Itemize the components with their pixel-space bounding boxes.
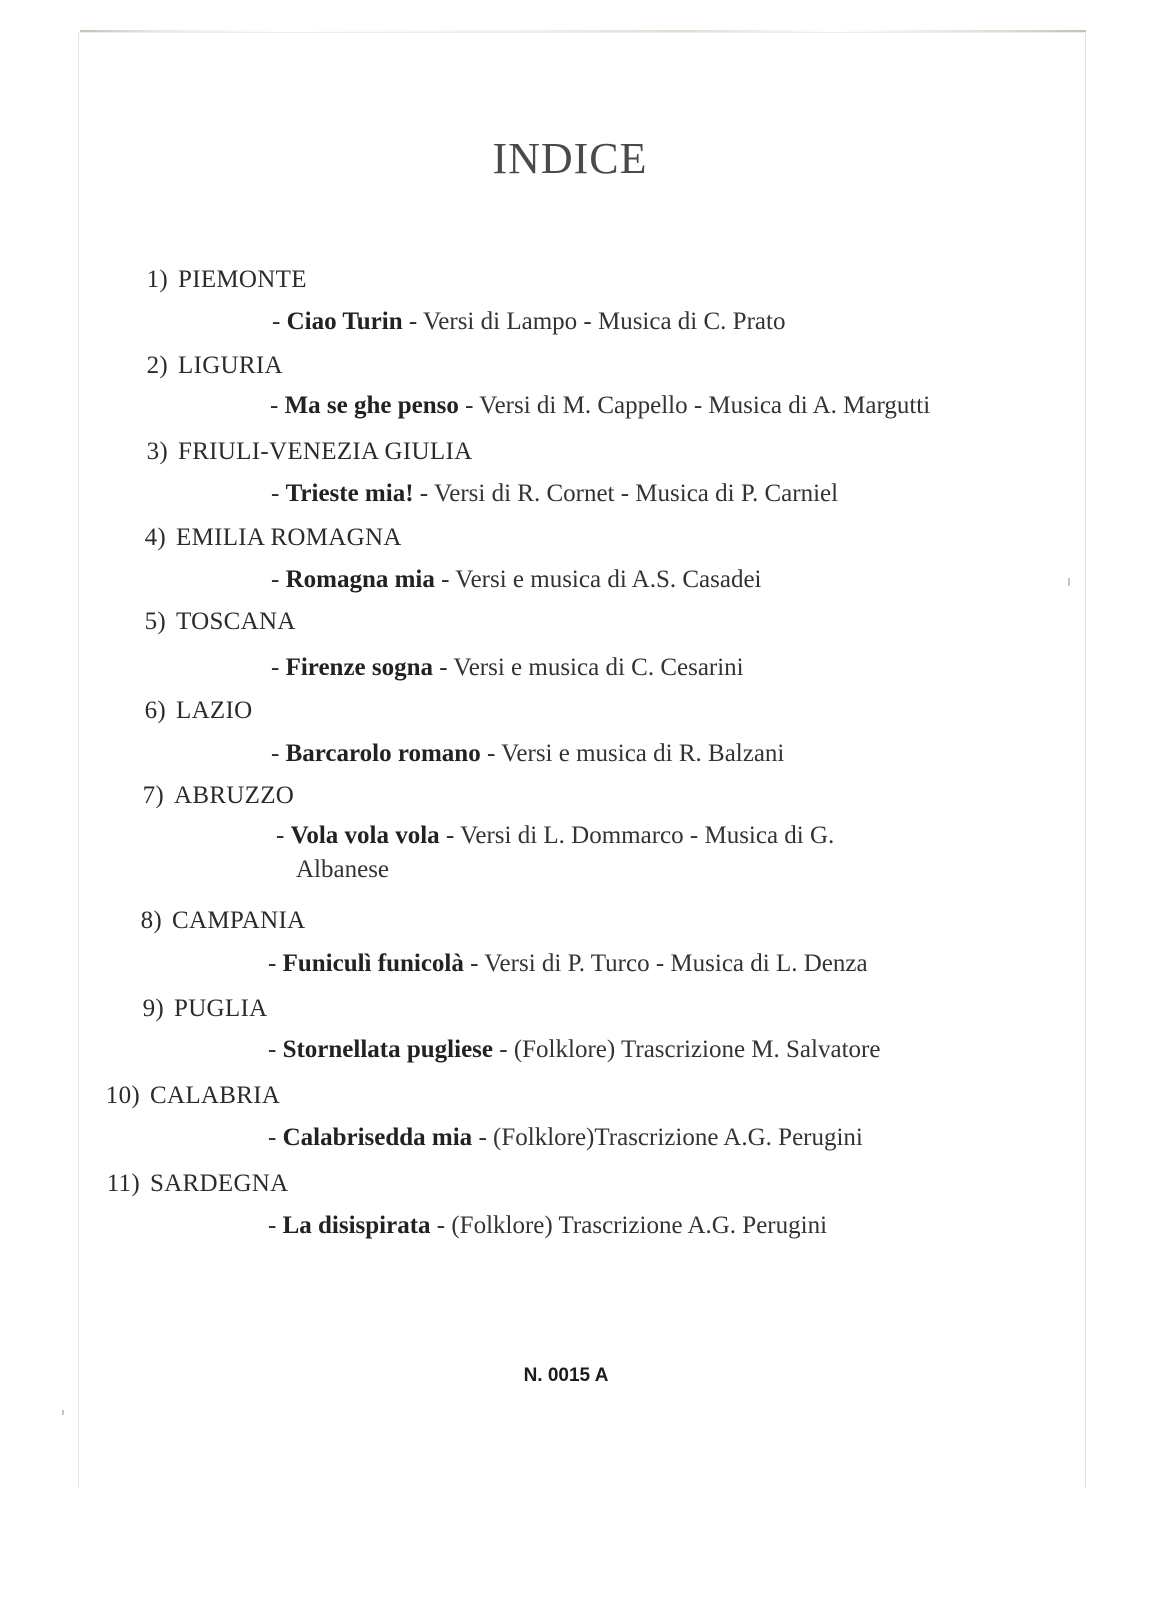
catalog-number: N. 0015 A	[523, 1365, 609, 1386]
song-credits: (Folklore)Trascrizione A.G. Perugini	[493, 1124, 863, 1151]
entry-number: 11)	[106, 1170, 140, 1197]
song-title: La disispirata	[282, 1212, 431, 1239]
song-title: Vola vola vola	[290, 822, 440, 849]
dash-separator: -	[271, 740, 280, 767]
scan-speck	[62, 1410, 64, 1415]
dash-separator: -	[436, 1212, 446, 1239]
song-line	[271, 654, 744, 682]
region-heading	[106, 995, 267, 1023]
region-heading	[108, 697, 252, 725]
region-heading	[82, 1170, 289, 1198]
entry-number: 7)	[142, 782, 164, 809]
dash-separator: -	[439, 654, 448, 681]
region-name: CAMPANIA	[172, 907, 306, 934]
dash-separator: -	[408, 308, 418, 335]
song-credits: Versi di M. Cappello - Musica di A. Margutti	[479, 392, 931, 419]
song-line	[271, 740, 784, 768]
dash-separator: -	[271, 566, 280, 593]
song-credits: Versi e musica di A.S. Casadei	[455, 566, 762, 593]
region-heading	[104, 907, 305, 935]
song-line	[268, 1124, 863, 1152]
dash-separator: -	[268, 1036, 277, 1063]
region-heading	[108, 608, 296, 636]
song-line	[270, 392, 930, 420]
song-credits-continuation: Albanese	[296, 856, 390, 883]
dash-separator: -	[271, 480, 280, 507]
region-name: LAZIO	[176, 697, 253, 724]
region-heading	[106, 782, 294, 810]
song-title: Firenze sogna	[285, 654, 434, 681]
dash-separator: -	[478, 1124, 487, 1151]
song-line	[276, 822, 834, 884]
region-heading	[110, 266, 307, 294]
song-title: Romagna mia	[285, 566, 435, 593]
entry-number: 8)	[140, 907, 162, 934]
song-credits: Versi di Lampo - Musica di C. Prato	[423, 308, 786, 335]
song-title: Ciao Turin	[286, 308, 403, 335]
region-name: SARDEGNA	[150, 1170, 289, 1197]
entry-number: 10)	[105, 1082, 140, 1109]
region-name: LIGURIA	[178, 352, 283, 379]
entry-number: 4)	[144, 524, 166, 551]
dash-separator: -	[268, 1212, 277, 1239]
dash-separator: -	[270, 392, 279, 419]
dash-separator: -	[499, 1036, 508, 1063]
region-name: TOSCANA	[176, 608, 296, 635]
entry-number: 2)	[146, 352, 168, 379]
song-credits: Versi di P. Turco - Musica di L. Denza	[484, 950, 868, 977]
region-name: CALABRIA	[150, 1082, 281, 1109]
entry-number: 6)	[144, 697, 166, 724]
scan-speck	[1068, 578, 1070, 586]
song-credits: Versi e musica di R. Balzani	[501, 740, 785, 767]
dash-separator: -	[465, 392, 474, 419]
dash-separator: -	[276, 822, 285, 849]
region-name: ABRUZZO	[174, 782, 295, 809]
region-name: FRIULI-VENEZIA GIULIA	[178, 438, 473, 465]
dash-separator: -	[268, 950, 277, 977]
song-credits: (Folklore) Trascrizione M. Salvatore	[513, 1036, 881, 1063]
entry-number: 3)	[146, 438, 168, 465]
entry-number: 1)	[146, 266, 168, 293]
dash-separator: -	[272, 308, 281, 335]
song-title: Barcarolo romano	[285, 740, 481, 767]
dash-separator: -	[441, 566, 450, 593]
entry-number: 5)	[144, 608, 166, 635]
song-credits: Versi di L. Dommarco - Musica di G.	[460, 822, 835, 849]
region-heading	[82, 1082, 280, 1110]
dash-separator: -	[271, 654, 280, 681]
dash-separator: -	[445, 822, 455, 849]
dash-separator: -	[419, 480, 429, 507]
entry-number: 9)	[142, 995, 164, 1022]
dash-separator: -	[268, 1124, 277, 1151]
song-title: Funiculì funicolà	[282, 950, 464, 977]
song-credits: Versi e musica di C. Cesarini	[453, 654, 744, 681]
song-title: Trieste mia!	[285, 480, 414, 507]
dash-separator: -	[486, 740, 496, 767]
song-line	[271, 566, 761, 594]
song-title: Stornellata pugliese	[282, 1036, 493, 1063]
song-line	[268, 1212, 827, 1240]
song-line	[268, 950, 868, 978]
song-line	[272, 308, 785, 336]
song-credits: Versi di R. Cornet - Musica di P. Carniel	[433, 480, 839, 507]
song-line	[271, 480, 838, 508]
song-title: Ma se ghe penso	[284, 392, 459, 419]
region-heading	[110, 352, 283, 380]
region-name: PIEMONTE	[178, 266, 307, 293]
song-credits: (Folklore) Trascrizione A.G. Perugini	[451, 1212, 828, 1239]
region-heading	[110, 438, 472, 466]
region-heading	[108, 524, 402, 552]
song-line	[268, 1036, 880, 1064]
region-name: EMILIA ROMAGNA	[176, 524, 402, 551]
dash-separator: -	[470, 950, 479, 977]
page-title: INDICE	[492, 134, 648, 183]
region-name: PUGLIA	[174, 995, 268, 1022]
song-title: Calabrisedda mia	[282, 1124, 473, 1151]
